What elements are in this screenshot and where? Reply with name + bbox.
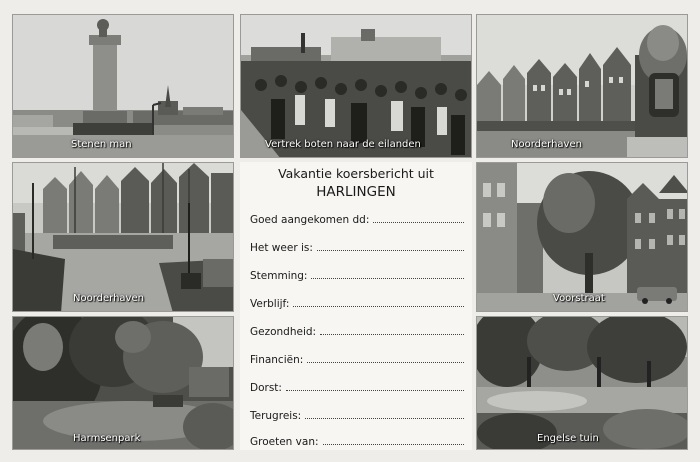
dotted-line [286, 390, 464, 391]
form-label: Groeten van: [250, 436, 319, 448]
caption-stenen-man: Stenen man [71, 139, 132, 150]
form-row-groeten[interactable] [250, 434, 464, 448]
form-title-line1: Vakantie koersbericht uit [278, 166, 434, 181]
form-label: Terugreis: [250, 410, 302, 422]
dotted-line [305, 418, 464, 419]
photo-vertrek-boten [240, 14, 472, 158]
photo-harmsenpark [12, 316, 234, 450]
form-title-line2: HARLINGEN [316, 184, 396, 200]
voorstraat-image [477, 163, 688, 312]
form-label: Gezondheid: [250, 326, 317, 338]
photo-stenen-man [12, 14, 234, 158]
noorderhaven-top-image [477, 15, 688, 158]
photo-noorderhaven-left [12, 162, 234, 312]
form-row-gezondheid[interactable] [250, 324, 464, 338]
photo-noorderhaven-top [476, 14, 688, 158]
form-row-terugreis[interactable] [250, 408, 464, 422]
noorderhaven-left-image [13, 163, 234, 312]
dotted-line [307, 362, 464, 363]
dotted-line [373, 222, 464, 223]
dotted-line [317, 250, 464, 251]
vertrek-boten-image [241, 15, 472, 158]
form-label: Stemming: [250, 270, 308, 282]
form-row-financien[interactable] [250, 352, 464, 366]
dotted-line [323, 444, 464, 445]
engelse-tuin-image [477, 317, 688, 450]
vacation-report-form [240, 162, 472, 450]
form-label: Dorst: [250, 382, 282, 394]
caption-vertrek-boten: Vertrek boten naar de eilanden [265, 139, 421, 150]
photo-voorstraat [476, 162, 688, 312]
harmsenpark-image [13, 317, 234, 450]
photo-engelse-tuin [476, 316, 688, 450]
dotted-line [293, 306, 464, 307]
caption-engelse-tuin: Engelse tuin [537, 433, 599, 444]
form-row-aangekomen[interactable] [250, 212, 464, 226]
form-label: Verblijf: [250, 298, 290, 310]
stenen-man-image [13, 15, 234, 158]
caption-noorderhaven-top: Noorderhaven [511, 139, 582, 150]
form-label: Het weer is: [250, 242, 313, 254]
form-label: Goed aangekomen dd: [250, 214, 370, 226]
form-row-dorst[interactable] [250, 380, 464, 394]
caption-noorderhaven-left: Noorderhaven [73, 293, 144, 304]
form-row-weer[interactable] [250, 240, 464, 254]
form-row-verblijf[interactable] [250, 296, 464, 310]
caption-voorstraat: Voorstraat [553, 293, 605, 304]
form-label: Financiën: [250, 354, 304, 366]
dotted-line [311, 278, 464, 279]
caption-harmsenpark: Harmsenpark [73, 433, 141, 444]
dotted-line [320, 334, 464, 335]
form-row-stemming[interactable] [250, 268, 464, 282]
